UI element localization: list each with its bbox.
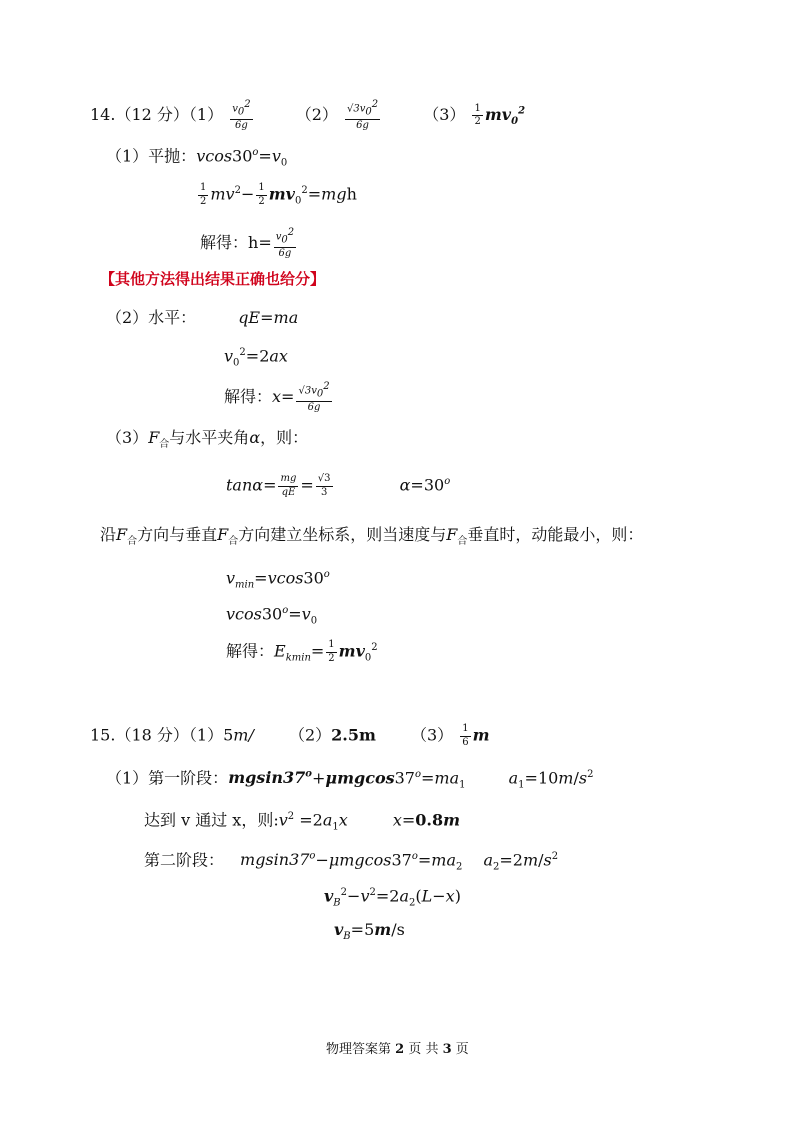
- answer3-expr: $mv_0^2$: [484, 105, 526, 128]
- q14-part1-line: （1）平抛：$vcos30^o=v_0$: [106, 146, 288, 169]
- q15-answer1: （1）5: [188, 725, 234, 745]
- desc-text: 方向与垂直: [137, 525, 218, 544]
- footer-text: 页 共: [404, 1042, 443, 1057]
- q14-score: （12 分）: [115, 105, 189, 125]
- answer1-fraction: $\frac{v_0^2}{6g}$: [232, 99, 251, 131]
- q15-number: 15.: [90, 725, 116, 745]
- stage2-line: 第二阶段： $mgsin37^o-\mu mgcos37^o=ma_2$ $a_2=2m/s^2$: [144, 850, 559, 873]
- solve-label: 解得：: [226, 641, 275, 661]
- q14-number: 14.: [90, 105, 116, 125]
- q14-part3-line: $(3)F_合$与水平夹角α，则：: [106, 428, 309, 451]
- part3-text: 与水平夹角: [169, 428, 250, 447]
- eq-tan: tanα= $\frac{mg}{qE}$ = $\frac{√3}{3}$ $\alpha=30^o$: [226, 473, 451, 498]
- eq-kinematic: $v_0^2=2ax$: [224, 346, 288, 369]
- q15-part2-label: （2）: [288, 725, 332, 745]
- page-footer: [326, 1043, 469, 1056]
- part2-label: （2）水平：: [106, 308, 197, 327]
- answer3-fraction: $\frac{1}{2}$: [474, 102, 481, 128]
- part3-result: 解得：$E_{kmin}=$ $\frac{1}{2}$ $mv_0^2$: [226, 639, 378, 664]
- desc-text: 垂直时，动能最小，则：: [467, 525, 644, 544]
- stage1-line: （1）第一阶段：$mgsin37^o+\mu mgcos37^o=ma_1$ $a_1=10m/s^2$: [106, 768, 594, 791]
- grading-note: 【其他方法得出结果正确也给分】: [100, 270, 326, 288]
- q15-answer2: 2.5m: [331, 725, 376, 745]
- q15-answer1-unit: m/: [233, 725, 254, 745]
- q14-part3-label: （3）: [423, 105, 466, 125]
- reach-line: 达到 v 通过 x，则$:v^2 =2a_1x$ x=0.8m: [144, 810, 461, 833]
- eq-vmin: $v_{min}=vcos30^o$: [226, 568, 330, 591]
- q15-score: （18 分）: [115, 725, 189, 745]
- q14-part2-line: （2）水平： qE=ma: [106, 308, 299, 327]
- footer-text: 页: [451, 1042, 469, 1057]
- stage1-label: （1）第一阶段：: [106, 768, 229, 788]
- desc-text: 方向建立坐标系，则当速度与: [238, 525, 447, 544]
- reach-text: 达到 v 通过 x，则:: [144, 810, 279, 830]
- solve-label: 解得：: [200, 233, 249, 253]
- q15-header: 15.（18 分）（1）5m/ （2）2.5m （3） $\frac{1}{6}$ m: [90, 723, 490, 748]
- answer2-fraction: $\frac{√3v_0^2}{6g}$: [346, 99, 379, 131]
- q14-header: [90, 100, 525, 131]
- eq-vb-squared: $v_B^2-v^2=2a_2(L-x)$: [324, 886, 461, 909]
- part3-label: （3）: [106, 428, 149, 447]
- q15-part3-label: （3）: [410, 725, 454, 745]
- eq-vb: $v_B=5m/s$: [334, 920, 405, 943]
- part2-result: 解得：x= $\frac{√3v_0^2}{6g}$: [224, 381, 330, 413]
- stage2-label: 第二阶段：: [144, 850, 225, 870]
- eq-vcos: $vcos30^o=v_0$: [226, 604, 318, 627]
- desc-text: 沿: [100, 525, 117, 544]
- footer-text: 物理答案第: [326, 1042, 396, 1057]
- page-number: 2: [395, 1042, 405, 1057]
- q15-answer3-fraction: $\frac{1}{6}$: [462, 723, 469, 748]
- solve-label: 解得：: [224, 387, 273, 407]
- q14-part2-label: （2）: [295, 105, 338, 125]
- coordinate-description: 沿$F_合$方向与垂直$F_合$方向建立坐标系，则当速度与$F_合$垂直时，动能最小，则：: [100, 525, 644, 548]
- page-total: 3: [442, 1042, 452, 1057]
- part1-result: 解得：h= $\frac{v_0^2}{6g}$: [200, 227, 295, 259]
- eq-energy: $\frac{1}{2}$ $mv^2-$ $\frac{1}{2}$ $mv_0^2=mgh$: [200, 182, 357, 207]
- part3-text-end: ，则：: [260, 428, 309, 447]
- eq-velocity: vcos: [196, 146, 233, 166]
- q14-part1-label: （1）: [188, 105, 224, 125]
- part1-label: （1）平抛：: [106, 146, 197, 166]
